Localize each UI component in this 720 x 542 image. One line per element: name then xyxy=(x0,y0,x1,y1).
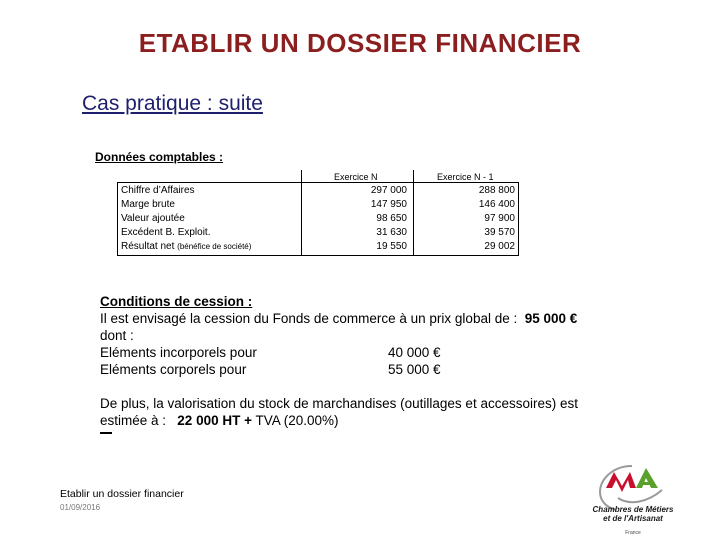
cursor-dash xyxy=(100,432,112,434)
row-label-main: Résultat net xyxy=(121,241,175,252)
logo-caption xyxy=(590,505,676,523)
conditions-line2: dont : xyxy=(100,328,134,343)
stock-prefix: estimée à : xyxy=(100,413,167,428)
row-label: Valeur ajoutée xyxy=(121,213,185,224)
value-n1: 97 900 xyxy=(484,213,515,224)
row-label: Excédent B. Exploit. xyxy=(121,227,211,238)
page-title: ETABLIR UN DOSSIER FINANCIER xyxy=(138,28,582,58)
conditions-line1 xyxy=(100,310,660,327)
row-label: Chiffre d’Affaires xyxy=(121,185,195,196)
value-n: 19 550 xyxy=(376,241,407,252)
footer-date: 01/09/2016 xyxy=(60,503,101,512)
value-n1: 29 002 xyxy=(484,241,515,252)
stock-line1: De plus, la valorisation du stock de marchandises (outillages et accessoires) est xyxy=(100,396,578,411)
corporels-row xyxy=(100,361,660,378)
table-row xyxy=(117,184,519,198)
accounting-table xyxy=(117,170,519,256)
price-text: Il est envisagé la cession du Fonds de commerce à un prix global de : xyxy=(100,311,518,326)
value-n1: 288 800 xyxy=(478,185,515,196)
page-subtitle: Cas pratique : suite xyxy=(82,92,263,115)
table-row xyxy=(117,212,519,226)
incorporels-label: Eléments incorporels pour xyxy=(100,345,257,360)
conditions-block xyxy=(100,293,660,378)
column-header-n1: Exercice N - 1 xyxy=(437,172,494,182)
row-label: Marge brute xyxy=(121,199,175,210)
logo-sub: France xyxy=(625,530,641,536)
table-row xyxy=(117,240,519,254)
donnees-heading: Données comptables : xyxy=(95,150,224,164)
corporels-label: Eléments corporels pour xyxy=(100,362,247,377)
value-n: 98 650 xyxy=(376,213,407,224)
value-n1: 39 570 xyxy=(484,227,515,238)
table-row xyxy=(117,198,519,212)
conditions-heading: Conditions de cession : xyxy=(100,294,253,309)
value-n1: 146 400 xyxy=(478,199,515,210)
value-n: 31 630 xyxy=(376,227,407,238)
row-label-note: (bénéfice de société) xyxy=(177,242,252,251)
column-header-n: Exercice N xyxy=(334,172,378,182)
stock-block xyxy=(100,395,660,429)
stock-suffix: TVA (20.00%) xyxy=(251,413,339,428)
stock-amount: 22 000 HT + xyxy=(177,413,252,428)
stock-line2 xyxy=(100,412,660,429)
value-n: 297 000 xyxy=(370,185,407,196)
price-amount: 95 000 € xyxy=(524,311,578,326)
incorporels-row xyxy=(100,344,660,361)
corporels-amount: 55 000 € xyxy=(388,362,441,377)
logo-line2: et de l'Artisanat xyxy=(603,514,663,523)
table-border-top xyxy=(117,182,519,183)
incorporels-amount: 40 000 € xyxy=(388,345,441,360)
table-row xyxy=(117,226,519,240)
logo-line1: Chambres de Métiers xyxy=(592,505,674,514)
footer-title: Etablir un dossier financier xyxy=(60,488,184,500)
row-label xyxy=(121,240,251,254)
table-border-bottom xyxy=(117,255,519,256)
value-n: 147 950 xyxy=(370,199,407,210)
